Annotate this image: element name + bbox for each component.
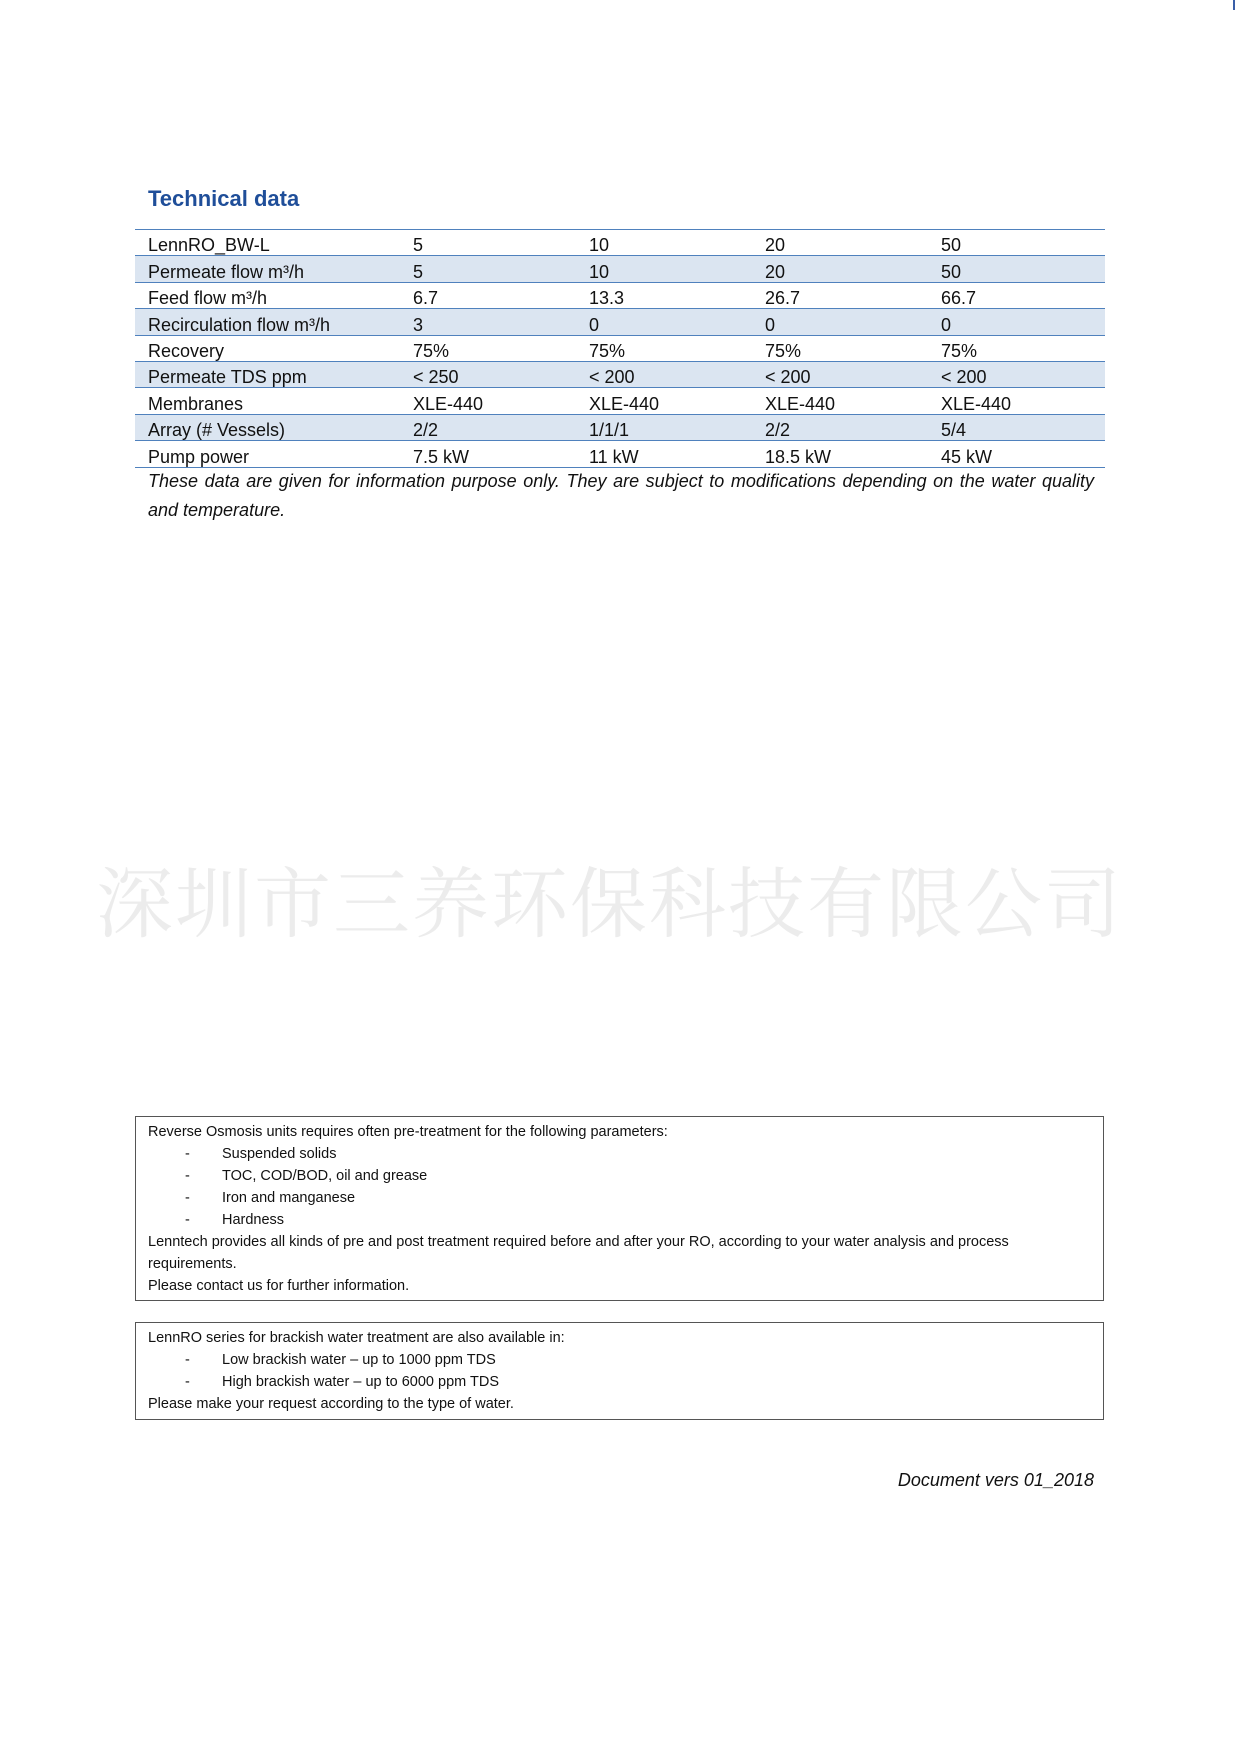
dash-bullet: - <box>185 1168 190 1184</box>
table-cell: 11 kW <box>576 441 752 467</box>
row-label: Array (# Vessels) <box>135 414 400 440</box>
document-version: Document vers 01_2018 <box>897 1470 1094 1490</box>
table-cell: 66.7 <box>928 282 1105 308</box>
table-cell: < 200 <box>928 361 1105 387</box>
table-cell: 3 <box>400 309 576 335</box>
table-cell: 50 <box>928 230 1105 256</box>
table-cell: 7.5 kW <box>400 441 576 467</box>
table-row <box>135 414 1105 440</box>
series-intro: LennRO series for brackish water treatment are also available in: <box>148 1330 565 1346</box>
series-box <box>135 1322 1104 1420</box>
series-outro: Please make your request according to the type of water. <box>148 1396 514 1412</box>
technical-data-table <box>135 229 1105 468</box>
table-cell: 18.5 kW <box>752 441 928 467</box>
dash-bullet: - <box>185 1212 190 1228</box>
dash-bullet: - <box>185 1190 190 1206</box>
row-label: Recirculation flow m³/h <box>135 309 400 335</box>
table-cell: 45 kW <box>928 441 1105 467</box>
list-item <box>148 1187 1091 1209</box>
table-cell: 20 <box>752 256 928 282</box>
table-cell: 75% <box>576 335 752 361</box>
contact-text: Please contact us for further information. <box>148 1278 410 1294</box>
row-label: Feed flow m³/h <box>135 282 400 308</box>
table-cell: XLE-440 <box>576 388 752 414</box>
table-cell: 2/2 <box>400 414 576 440</box>
table-row <box>135 309 1105 335</box>
dash-bullet: - <box>185 1352 190 1368</box>
table-cell: < 200 <box>752 361 928 387</box>
dash-bullet: - <box>185 1146 190 1162</box>
table-row <box>135 230 1105 256</box>
list-item <box>148 1349 1091 1371</box>
table-cell: 50 <box>928 256 1105 282</box>
table-cell: 75% <box>400 335 576 361</box>
table-cell: 5 <box>400 230 576 256</box>
table-cell: 10 <box>576 230 752 256</box>
table-cell: 13.3 <box>576 282 752 308</box>
list-item-text: Low brackish water – up to 1000 ppm TDS <box>222 1352 496 1368</box>
table-cell: 26.7 <box>752 282 928 308</box>
pretreatment-intro: Reverse Osmosis units requires often pre-treatment for the following parameters: <box>148 1124 668 1140</box>
table-row <box>135 335 1105 361</box>
dash-bullet: - <box>185 1374 190 1390</box>
table-cell: 0 <box>928 309 1105 335</box>
row-label: Recovery <box>135 335 400 361</box>
table-cell: XLE-440 <box>752 388 928 414</box>
pretreatment-list <box>148 1143 1091 1231</box>
table-cell: 1/1/1 <box>576 414 752 440</box>
row-label: Pump power <box>135 441 400 467</box>
table-row <box>135 256 1105 282</box>
table-cell: 20 <box>752 230 928 256</box>
table-cell: XLE-440 <box>400 388 576 414</box>
table-cell: 5/4 <box>928 414 1105 440</box>
pretreatment-box <box>135 1116 1104 1301</box>
list-item-text: Iron and manganese <box>222 1190 356 1206</box>
list-item-text: Hardness <box>222 1212 285 1228</box>
table-cell: 0 <box>752 309 928 335</box>
table-cell: 0 <box>576 309 752 335</box>
list-item-text: Suspended solids <box>222 1146 337 1162</box>
table-row <box>135 282 1105 308</box>
table-cell: 75% <box>752 335 928 361</box>
list-item <box>148 1209 1091 1231</box>
list-item-text: High brackish water – up to 6000 ppm TDS <box>222 1374 499 1390</box>
table-cell: 2/2 <box>752 414 928 440</box>
disclaimer-text: These data are given for information purpose only. They are subject to modifications depending on the water quality and temperature. <box>148 471 1094 520</box>
list-item-text: TOC, COD/BOD, oil and grease <box>222 1168 428 1184</box>
row-label: LennRO_BW-L <box>135 230 400 256</box>
table-cell: XLE-440 <box>928 388 1105 414</box>
list-item <box>148 1371 1091 1393</box>
table-cell: 6.7 <box>400 282 576 308</box>
row-label: Permeate flow m³/h <box>135 256 400 282</box>
table-cell: < 200 <box>576 361 752 387</box>
table-cell: 5 <box>400 256 576 282</box>
treatment-text: Lenntech provides all kinds of pre and post treatment required before and after your RO, according to your water analysis and process requirements. <box>148 1234 1009 1272</box>
company-watermark: 深圳市三养环保科技有限公司 <box>96 861 1123 950</box>
row-label: Membranes <box>135 388 400 414</box>
list-item <box>148 1143 1091 1165</box>
section-title: Technical data <box>148 186 300 211</box>
table-row <box>135 388 1105 414</box>
table-cell: 10 <box>576 256 752 282</box>
table-cell: < 250 <box>400 361 576 387</box>
table-row <box>135 441 1105 467</box>
list-item <box>148 1165 1091 1187</box>
table-row <box>135 361 1105 387</box>
series-list <box>148 1349 1091 1393</box>
row-label: Permeate TDS ppm <box>135 361 400 387</box>
table-cell: 75% <box>928 335 1105 361</box>
page-corner-mark <box>1233 0 1235 10</box>
